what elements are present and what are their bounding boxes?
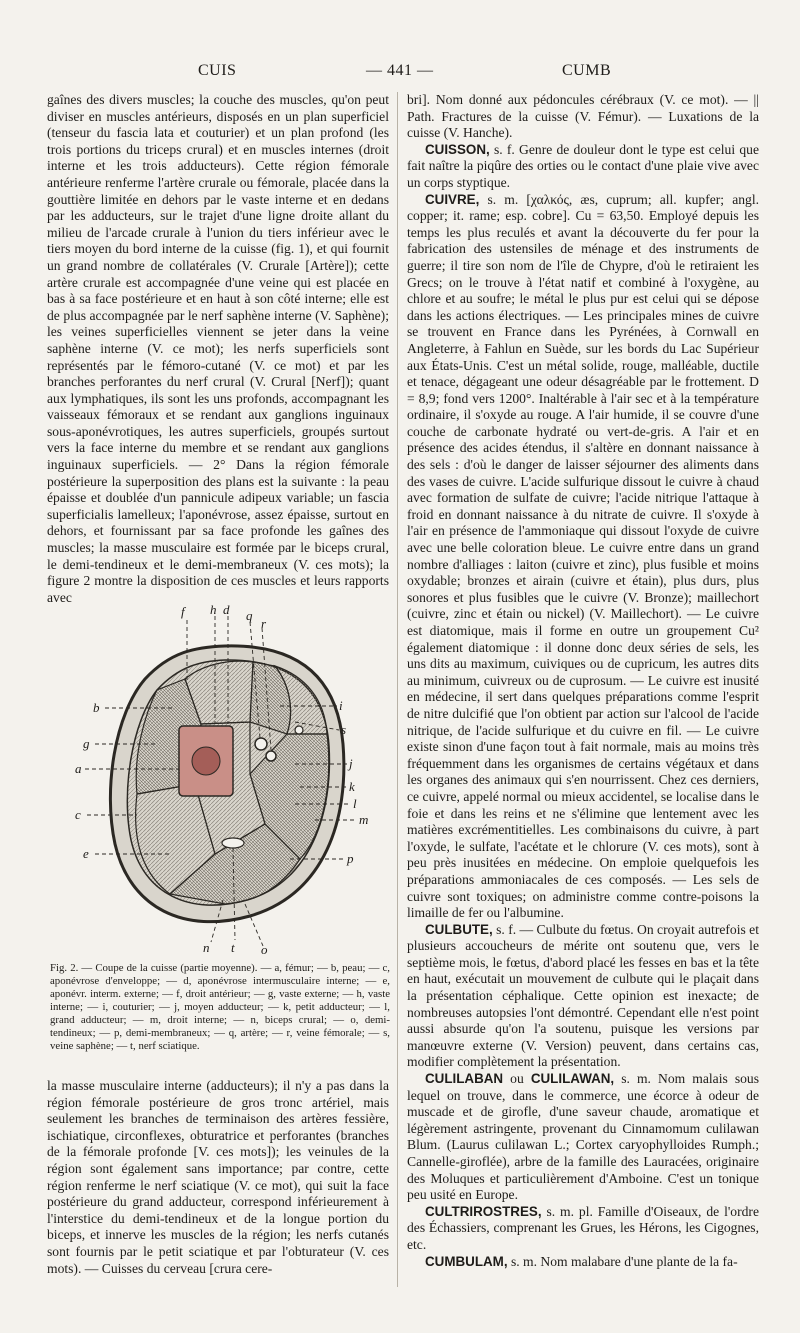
figure-label-s: s	[341, 722, 347, 737]
entry-cultrirostres	[407, 1204, 759, 1254]
figure-label-n: n	[203, 940, 210, 955]
culilaban-or: ou	[503, 1071, 531, 1087]
body-culbute: s. f. — Culbute du fœtus. On croyait autrefois et plusieurs accoucheurs de mérite ont soutenu que, vers le septième mois, le fœtus, d'abord placé les fesses en bas et la tête en haut, exécutait un mouvement de culbute qui le plaçait dans la présentation céphalique. Cette opinion est inexacte; de nombreuses autopsies l'ont démontré. Cependant elle n'est point aussi absurde qu'on l'a soutenu, puisque les versions par manœuvre externe (V. Version) peuvent, dans certains cas, modifier complètement la présentation.	[407, 921, 759, 1070]
figure-label-b: b	[93, 700, 100, 715]
thigh-cross-section-figure	[75, 604, 375, 956]
body-cumbulam: s. m. Nom malabare d'une plante de la fa-	[507, 1253, 738, 1269]
figure-label-o: o	[261, 942, 268, 956]
entry-culbute	[407, 922, 759, 1071]
figure-label-l: l	[353, 796, 357, 811]
body-cuisson: s. f. Genre de douleur dont le type est celui que fait naître la piqûre des orties ou le contact d'une plaie vive avec un corps styptique.	[407, 141, 759, 190]
left-column-bottom	[47, 1078, 389, 1284]
headword-culilawan: CULILAWAN,	[530, 1071, 615, 1087]
headword-cultrirostres: CULTRIROSTRES,	[425, 1203, 542, 1219]
left-column-top	[47, 92, 389, 604]
figure-caption	[50, 962, 390, 1053]
headword-culilaban: CULILABAN	[425, 1071, 504, 1087]
right-column	[407, 92, 759, 1292]
headword-cumbulam: CUMBULAM,	[425, 1253, 508, 1269]
left-column-top-text: gaînes des divers muscles; la couche des muscles, qu'on peut diviser en muscles antérieurs, disposés en un plan superficiel (tenseur du fascia lata et couturier) et un plan profond (les trois portions du triceps crural) et en muscles internes (droit interne et les trois adducteurs). Cette région fémorale antérieure renferme l'artère crurale ou fémorale, placée dans la gouttière limitée en dehors par le vaste interne et en dedans par les adducteurs, sur le trajet d'une ligne droite allant du milieu de l'arcade crurale à l'union du tiers inférieur avec le tiers moyen du bord interne de la cuisse (fig. 1), et qui fournit un grand nombre de collatérales (V. Crurale [Artère]); cette artère crurale est accompagnée d'une veine qui est placée en bas à sa face postérieure et en haut à son côté interne; elle est de plus accompagnée par le nerf saphène interne (V. Saphène); les veines superficielles viennent se jeter dans la veine saphène interne (V. ce mot); les nerfs superficiels sont représentés par le fémoro-cutané (V. ce mot) et par les branches perforantes du nerf crural (V. Crural [Nerf]); quant aux lymphatiques, ils sont les uns profonds, accompagnant les vaisseaux fémoraux et se rendant aux ganglions inguinaux sous-aponévrotiques, les autres superficiels, groupés surtout vers la face interne du membre et se rendant aux ganglions inguinaux superficiels. — 2° Dans la région fémorale postérieure la superposition des plans est la suivante : la peau épaisse et doublée d'un pannicule adipeux variable; un fascia superficialis lamelleux; l'aponévrose, assez épaisse, surtout en dehors, et fournissant par sa face profonde les gaînes des muscles; la masse musculaire est formée par le biceps crural, le demi-tendineux et le demi-membraneux (V. ces mots); la figure 2 montre la disposition de ces muscles et leurs rapports avec	[47, 92, 389, 604]
entry-culilaban	[407, 1071, 759, 1204]
femur-marrow	[192, 747, 220, 775]
figure-label-i: i	[339, 698, 343, 713]
femoral-vein	[266, 751, 276, 761]
page-header	[0, 62, 800, 84]
figure-label-g: g	[83, 736, 90, 751]
entry-cumbulam	[407, 1254, 759, 1271]
left-column-bottom-text: la masse musculaire interne (adducteurs); il n'y a pas dans la région fémorale postérieure de gros tronc artériel, mais seulement les branches de terminaison des artères fessière, ischiatique, circonflexes, obturatrice et perforantes (branches de la fémorale profonde [V. ces mots]); les veinules de la région sont également sans importance; par contre, cette région renferme le nerf sciatique (V. ce mot), qui suit la face postérieure du grand adducteur, correspond inférieurement à l'interstice du demi-tendineux et de la longue portion du biceps, et innerve les muscles de la région; les nerfs cutanés sont fournis par le petit sciatique et par l'obturateur (V. ces mots). — Cuisses du cerveau [crura cere-	[47, 1078, 389, 1276]
body-cultrirostres: s. m. pl. Famille d'Oiseaux, de l'ordre des Échassiers, comprenant les Grues, les Hérons, les Cigognes, etc.	[407, 1203, 759, 1252]
headword-culbute: CULBUTE,	[425, 921, 493, 937]
headword-cuivre: CUIVRE,	[425, 191, 480, 207]
figure-label-c: c	[75, 807, 81, 822]
entry-cuivre	[407, 192, 759, 922]
figure-label-q: q	[246, 608, 253, 623]
header-right-word: CUMB	[562, 62, 612, 79]
figure-label-t: t	[231, 940, 235, 955]
header-left-word: CUIS	[198, 62, 237, 79]
figure-label-a: a	[75, 761, 82, 776]
figure-label-p: p	[347, 851, 354, 866]
figure-label-m: m	[359, 812, 369, 827]
saphenous-vein	[295, 726, 303, 734]
entry-cuisson	[407, 142, 759, 192]
figure-label-d: d	[223, 604, 230, 617]
continuation-entry: bri]. Nom donné aux pédoncules cérébraux (V. ce mot). — || Path. Fractures de la cuisse (V. Fémur). — Luxations de la cuisse (V. Hanche).	[407, 92, 759, 141]
figure-label-r: r	[261, 616, 267, 631]
figure-label-f: f	[181, 604, 185, 619]
figure-label-e: e	[83, 846, 89, 861]
headword-cuisson: CUISSON,	[425, 141, 490, 157]
figure-caption-text: Fig. 2. — Coupe de la cuisse (partie moyenne). — a, fémur; — b, peau; — c, aponévrose d'enveloppe; — d, aponévrose intermusculaire interne; — e, aponévr. interm. externe; — f, droit antérieur; — g, vaste externe; — h, vaste interne; — i, couturier; — j, moyen adducteur; — k, petit adducteur; — l, grand adducteur; — m, droit interne; — n, biceps crural; — o, demi-tendineux; — p, demi-membraneux; — q, artère; — r, veine fémorale; — s, veine saphène; — t, nerf sciatique.	[50, 962, 390, 1052]
femoral-artery	[255, 738, 267, 750]
figure-label-h: h	[210, 604, 217, 617]
figure-label-j: j	[349, 756, 353, 771]
body-culilaban: s. m. Nom malais sous lequel on trouve, dans le commerce, une écorce à odeur de muscade et de girofle, d'une saveur chaude, aromatique et légèrement astringente, provenant du Cinnamomum culilawan Blum. (Laurus culilawan L.; Cortex caryophylloides Rumph.; Cannelle-giroflée), arbre de la famille des Lauracées, originaire des Moluques et particulièrement d'Amboine. C'est un tonique peu usité en Europe.	[407, 1071, 759, 1203]
column-divider	[397, 92, 398, 1287]
body-cuivre: s. m. [χαλκός, æs, cuprum; all. kupfer; angl. copper; it. rame; esp. cobre]. Cu = 63,50. Employé depuis les temps les plus reculés et avant la découverte du fer pour la fabrication des ustensiles de ménage et des instruments de guerre; il tire son nom de l'île de Chypre, d'où le retiraient les Grecs; on le trouve à l'état natif et combiné à l'oxygène, au chlore et au soufre; le métal le plus pur est celui qui se dépose dans les actions électriques. — Les principales mines de cuivre se trouvent en France dans les Pyrénées, à Cornwall en Angleterre, à Fahlun en Suède, sur les bords du Lac Supérieur aux États-Unis. C'est un métal solide, rouge, malléable, ductile et tenace, dégageant une odeur désagréable par le frottement. D = 8,9; fond vers 1200°. Inaltérable à l'air sec et à la température ordinaire, il s'oxyde au rouge. A l'air humide, il se couvre d'une couche de carbonate hydraté ou vert-de-gris. A l'air et en présence des acides étendus, il s'altère en donnant naissance à des sels : d'où le danger de laisser séjourner des aliments dans des vases de cuivre. L'acide sulfurique dissout le cuivre à chaud avec formation de sulfate de cuivre; l'acide nitrique l'attaque à froid en donnant naissance à du nitrate de cuivre. Il s'oxyde à l'air en présence de l'ammoniaque qui dissout l'oxyde de cuivre avec une belle coloration bleue. Le cuivre entre dans un grand nombre d'alliages : laiton (cuivre et zinc), plus fusible et moins oxydable; bronzes et airain (cuivre et étain), plus durs, plus sonores et plus fusibles que le cuivre (V. Bronze); maillechort (cuivre, zinc et étain ou nickel) (V. Maillechort). — Le cuivre est diatomique, mais il forme en outre un groupement Cu² également diatomique : il donne donc deux séries de sels, les uns dits au maximum, cuiviques ou de cupricum, les autres dits au minimum, cuivreux ou de cuprosum. — Le cuivre est inusité en médecine, il sert dans quelques préparations comme l'esprit de nitre dulcifié que l'on obtient par action sur l'alcool de l'acide nitrique, de l'acide sulfurique et du cuivre en fil. — Le cuivre existe sinon d'une façon tout à fait normale, mais au moins très fréquemment dans les organismes de certains végétaux et dans les organes des animaux qui s'en nourrissent. Chez ces derniers, ce cuivre, appelé normal ou mieux accidentel, se localise dans le foie et dans les reins et ne s'élimine que lentement avec les matières excrémentitielles. Les combinaisons du cuivre, à part l'oxyde, le sulfate, l'acétate et le chlorure (V. ces mots), sont à peu près inusitées en médecine. On emploie quelquefois les préparations ammoniacales de ces composés. — Les sels de cuivre sont toxiques; on administre comme contre-poisons la limaille de fer ou l'albumine.	[407, 191, 759, 921]
sciatic-nerve	[222, 838, 244, 848]
figure-label-k: k	[349, 779, 355, 794]
page-number: — 441 —	[366, 62, 434, 79]
